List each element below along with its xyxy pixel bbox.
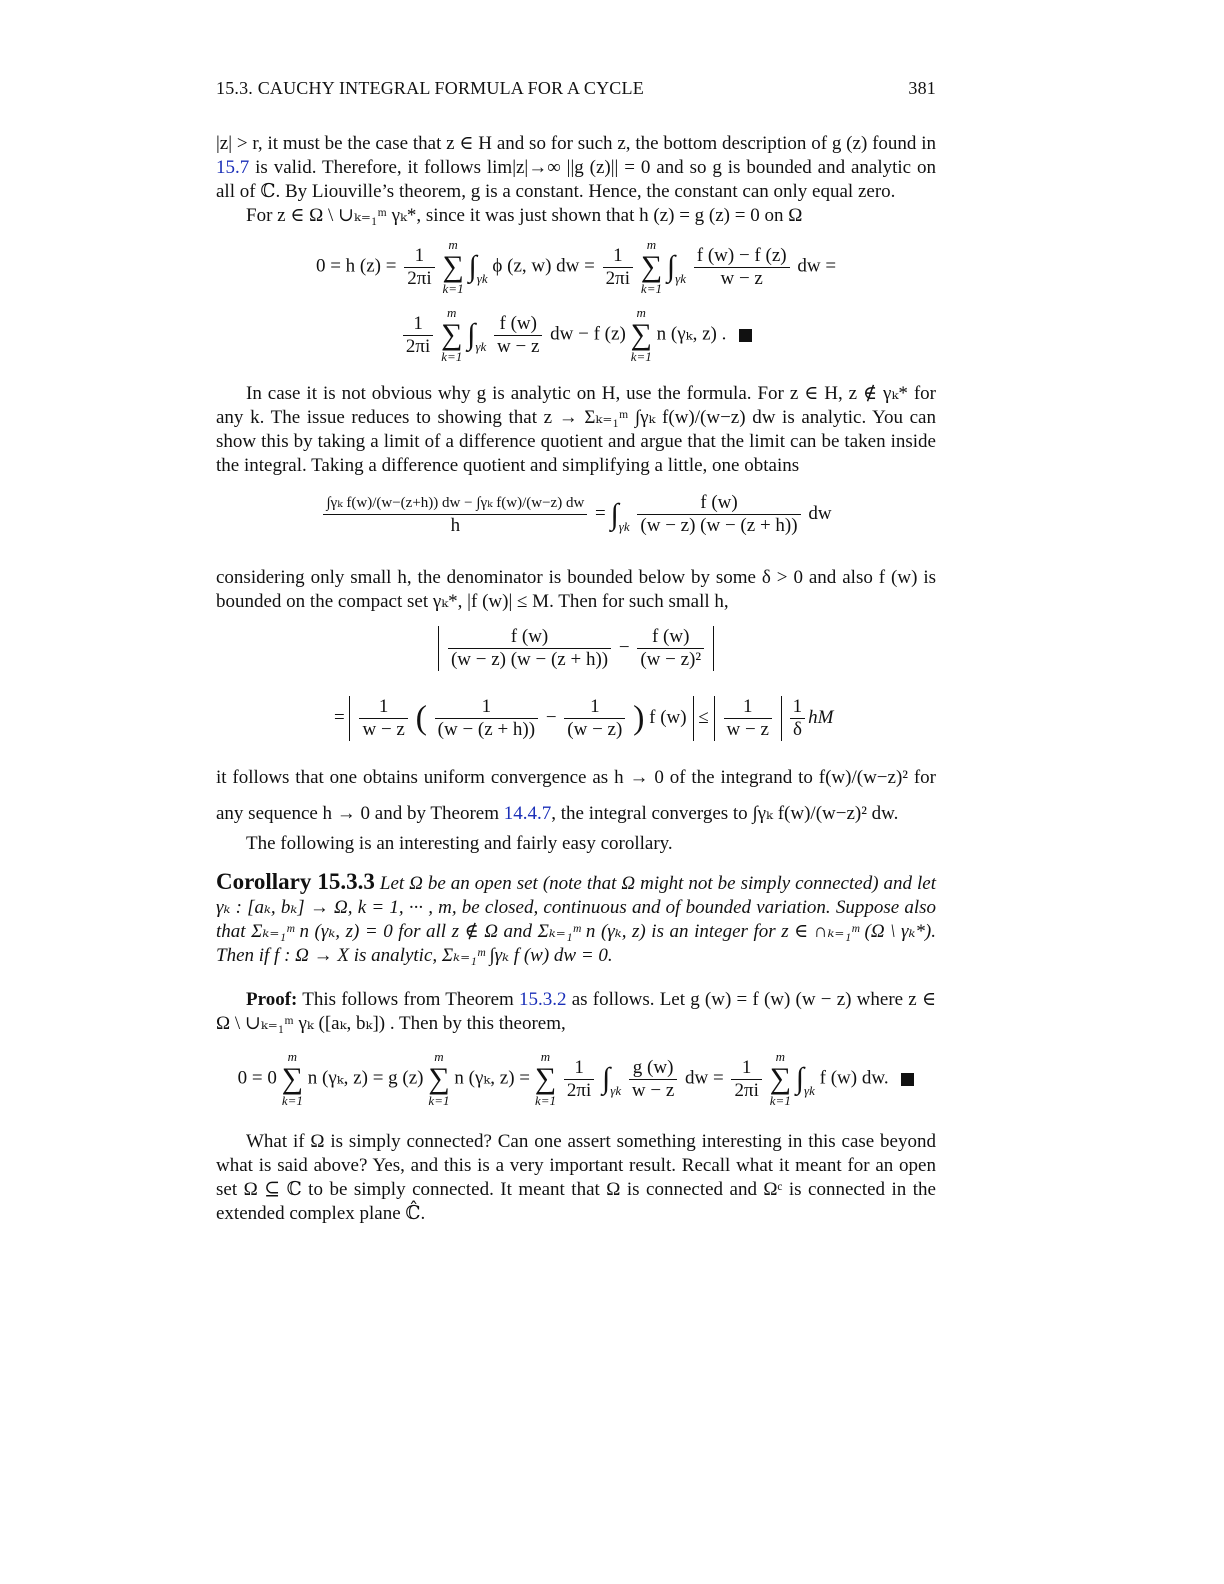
sum-symbol: m ∑ k=1 [441,305,463,364]
eq5-frac-3: $\frac{1}{(w - z)}$ [564,696,625,741]
equation-4 [216,626,936,696]
eq5-tail: hM [808,706,834,728]
integral-symbol: $\int_{\gamma k}$ [467,318,487,354]
eq1-tail: dw = [797,255,837,277]
sum-symbol: m ∑ k=1 [640,237,663,296]
proof-text-b: as follows. Let g (w) = f (w) (w − z) where z ∈ Ω \ ∪ₖ₌₁ᵐ γₖ ([aₖ, bₖ]) . Then by this theorem, [216,989,937,1034]
paragraph-1-text-b: is valid. Therefore, it follows lim|z|→∞ ||g (z)|| = 0 and so g is bounded and analytic on all of ℂ. By Liouville’s theorem, g is a constant. Hence, the constant can only equal zero. [216,157,936,202]
eq2-frac-2: $\frac{f (w)}{w - z}$ [494,313,542,358]
eq5-frac-2: $\frac{1}{(w - (z + h))}$ [435,696,538,741]
eq3-difference-quotient: $\frac{\text{∫γₖ f(w)/(w−(z+h)) dw − ∫γₖ f(w)/(w−z) dw}}{h}$ [323,492,587,537]
eq5-fw: f (w) [649,706,687,728]
equation-5: = $\frac{1}{w - z}$ ( $\frac{1}{(w - (z + h))}$ − $\frac{1}{(w - z)}$ ) f (w) ≤ $\frac{1}{w - z}$ $\frac{1}{\delta}$ hM [334,696,834,740]
ref-14-4-7-link[interactable]: 14.4.7 [503,803,552,824]
eq2-mid: dw − f (z) [550,323,626,345]
qed-box-icon [739,329,752,342]
paragraph-7: What if Ω is simply connected? Can one assert something interesting in this case beyond what is said above? Yes, and this is a very important result. Recall what it meant for an open set Ω ⊆ ℂ to be simply connected. It meant that Ω is connected and Ωᶜ is connected in the extended complex plane ℂ̂. [216,1131,936,1224]
sum-symbol: m ∑ k=1 [428,1049,450,1108]
equation-2 [216,306,936,382]
paragraph-5 [216,760,936,832]
proof-paragraph [216,988,936,1036]
ref-15-3-2-link[interactable]: 15.3.2 [519,989,567,1010]
eq6-c: n (γₖ, z) = [454,1067,531,1089]
integral-symbol: $\int_{\gamma k}$ [610,497,630,534]
paragraph-5-text-b: , the integral converges to ∫γₖ f(w)/(w−z)² dw. [551,803,899,824]
eq6-b: n (γₖ, z) = g (z) [307,1067,424,1089]
integral-symbol: $\int_{\gamma k}$ [468,250,488,286]
running-head [216,76,936,100]
eq6-frac-3: $\frac{1}{2\pi i}$ [731,1057,761,1102]
eq5-frac-5: $\frac{1}{\delta}$ [790,696,806,741]
eq3-tail: dw [808,502,832,524]
integral-symbol: $\int_{\gamma k}$ [602,1062,622,1098]
eq5-abs-2 [714,696,782,741]
eq5-frac-4: $\frac{1}{w - z}$ [724,696,772,741]
paragraph-2: For z ∈ Ω \ ∪ₖ₌₁ᵐ γₖ*, since it was just shown that h (z) = g (z) = 0 on Ω [246,205,803,226]
proof-label: Proof: [246,989,298,1010]
eq5-abs: $\frac{1}{w - z}$ ( $\frac{1}{(w - (z + h))}$ − $\frac{1}{(w - z)}$ ) f (w) [349,696,693,741]
section-title: 15.3. CAUCHY INTEGRAL FORMULA FOR A CYCLE [216,78,644,98]
eq3-frac: $\frac{f (w)}{(w - z) (w - (z + h))}$ [637,492,800,537]
page-number: 381 [908,78,936,98]
eq1-lhs: 0 = h (z) = [315,255,397,277]
sum-symbol: m ∑ k=1 [442,237,464,296]
eq4-frac-2: $\frac{f (w)}{\text{(w − z)²}}$ [637,626,704,671]
eq6-frac-1: $\frac{1}{2\pi i}$ [564,1057,594,1102]
eq1-frac-2: $\frac{1}{2\pi i}$ [603,245,633,290]
eq6-frac-2: $\frac{g (w)}{w - z}$ [629,1057,677,1102]
eq3-equals: = [595,502,606,524]
eq2-frac-1: $\frac{1}{2\pi i}$ [403,313,433,358]
eq2-tail: n (γₖ, z) . [656,323,727,345]
eq6-d: dw = [685,1067,724,1089]
eq5-frac-1: $\frac{1}{w - z}$ [359,696,407,741]
integral-symbol: $\int_{\gamma k}$ [795,1062,815,1098]
integral-symbol: $\int_{\gamma k}$ [666,250,687,286]
equation-6 [216,1050,936,1130]
corollary-label: Corollary 15.3.3 [216,869,375,894]
paragraph-4: considering only small h, the denominator is bounded below by some δ > 0 and also f (w) is bounded on the compact set γₖ*, |f (w)| ≤ M. Then for such small h, [216,567,936,612]
sum-symbol: m ∑ k=1 [534,1049,557,1108]
corollary-text: Let Ω be an open set (note that Ω might not be simply connected) and let γₖ : [aₖ, bₖ] → Ω, k = 1, ··· , m, be closed, continuous and of bounded variation. Suppose also that Σₖ₌₁ᵐ n (γₖ, z) = 0 for all z ∉ Ω and Σₖ₌₁ᵐ n (γₖ, z) is an integer for z ∈ ∩ₖ₌₁ᵐ (Ω \ γₖ*). Then if f : Ω → X is analytic, Σₖ₌₁ᵐ ∫γₖ f (w) dw = 0. [216,873,936,966]
eq6-a: 0 = 0 [237,1067,277,1089]
sum-symbol: m ∑ k=1 [630,305,652,364]
equation-3 [216,492,936,566]
eq1-phi-term: ϕ (z, w) dw = [492,255,595,277]
paragraph-1-text-a: |z| > r, it must be the case that z ∈ H and so for such z, the bottom description of g (z) found in [216,133,936,154]
page [216,76,936,1226]
qed-box-icon [901,1073,914,1086]
eq6-tail: f (w) dw. [819,1067,889,1089]
eq1-frac-1: $\frac{1}{2\pi i}$ [404,245,434,290]
ref-15-7-link[interactable]: 15.7 [216,157,250,178]
sum-symbol: m ∑ k=1 [281,1049,304,1108]
eq4-frac-1: $\frac{f (w)}{(w - z) (w - (z + h))}$ [448,626,611,671]
equation-1 [216,238,936,306]
corollary-15-3-3 [216,870,936,968]
sum-symbol: m ∑ k=1 [769,1049,791,1108]
paragraph-6: The following is an interesting and fairly easy corollary. [246,833,673,854]
eq1-frac-3: $\frac{f (w) - f (z)}{w - z}$ [694,245,790,290]
paragraph-1 [216,132,936,204]
paragraph-3: In case it is not obvious why g is analytic on H, use the formula. For z ∈ H, z ∉ γₖ* for any k. The issue reduces to showing that z → Σₖ₌₁ᵐ ∫γₖ f(w)/(w−z) dw is analytic. You can show this by taking a limit of a difference quotient and argue that the limit can be taken inside the integral. Taking a difference quotient and simplifying a little, one obtains [216,383,936,476]
paragraph-5-text-a: it follows that one obtains uniform convergence as h → 0 of the integrand to f(w)/(w−z)² for any sequence h → 0 and by Theorem [216,767,936,824]
eq4-abs: $\frac{f (w)}{(w - z) (w - (z + h))}$ − $\frac{f (w)}{\text{(w − z)²}}$ [438,626,714,671]
proof-text-a: This follows from Theorem [297,989,519,1010]
